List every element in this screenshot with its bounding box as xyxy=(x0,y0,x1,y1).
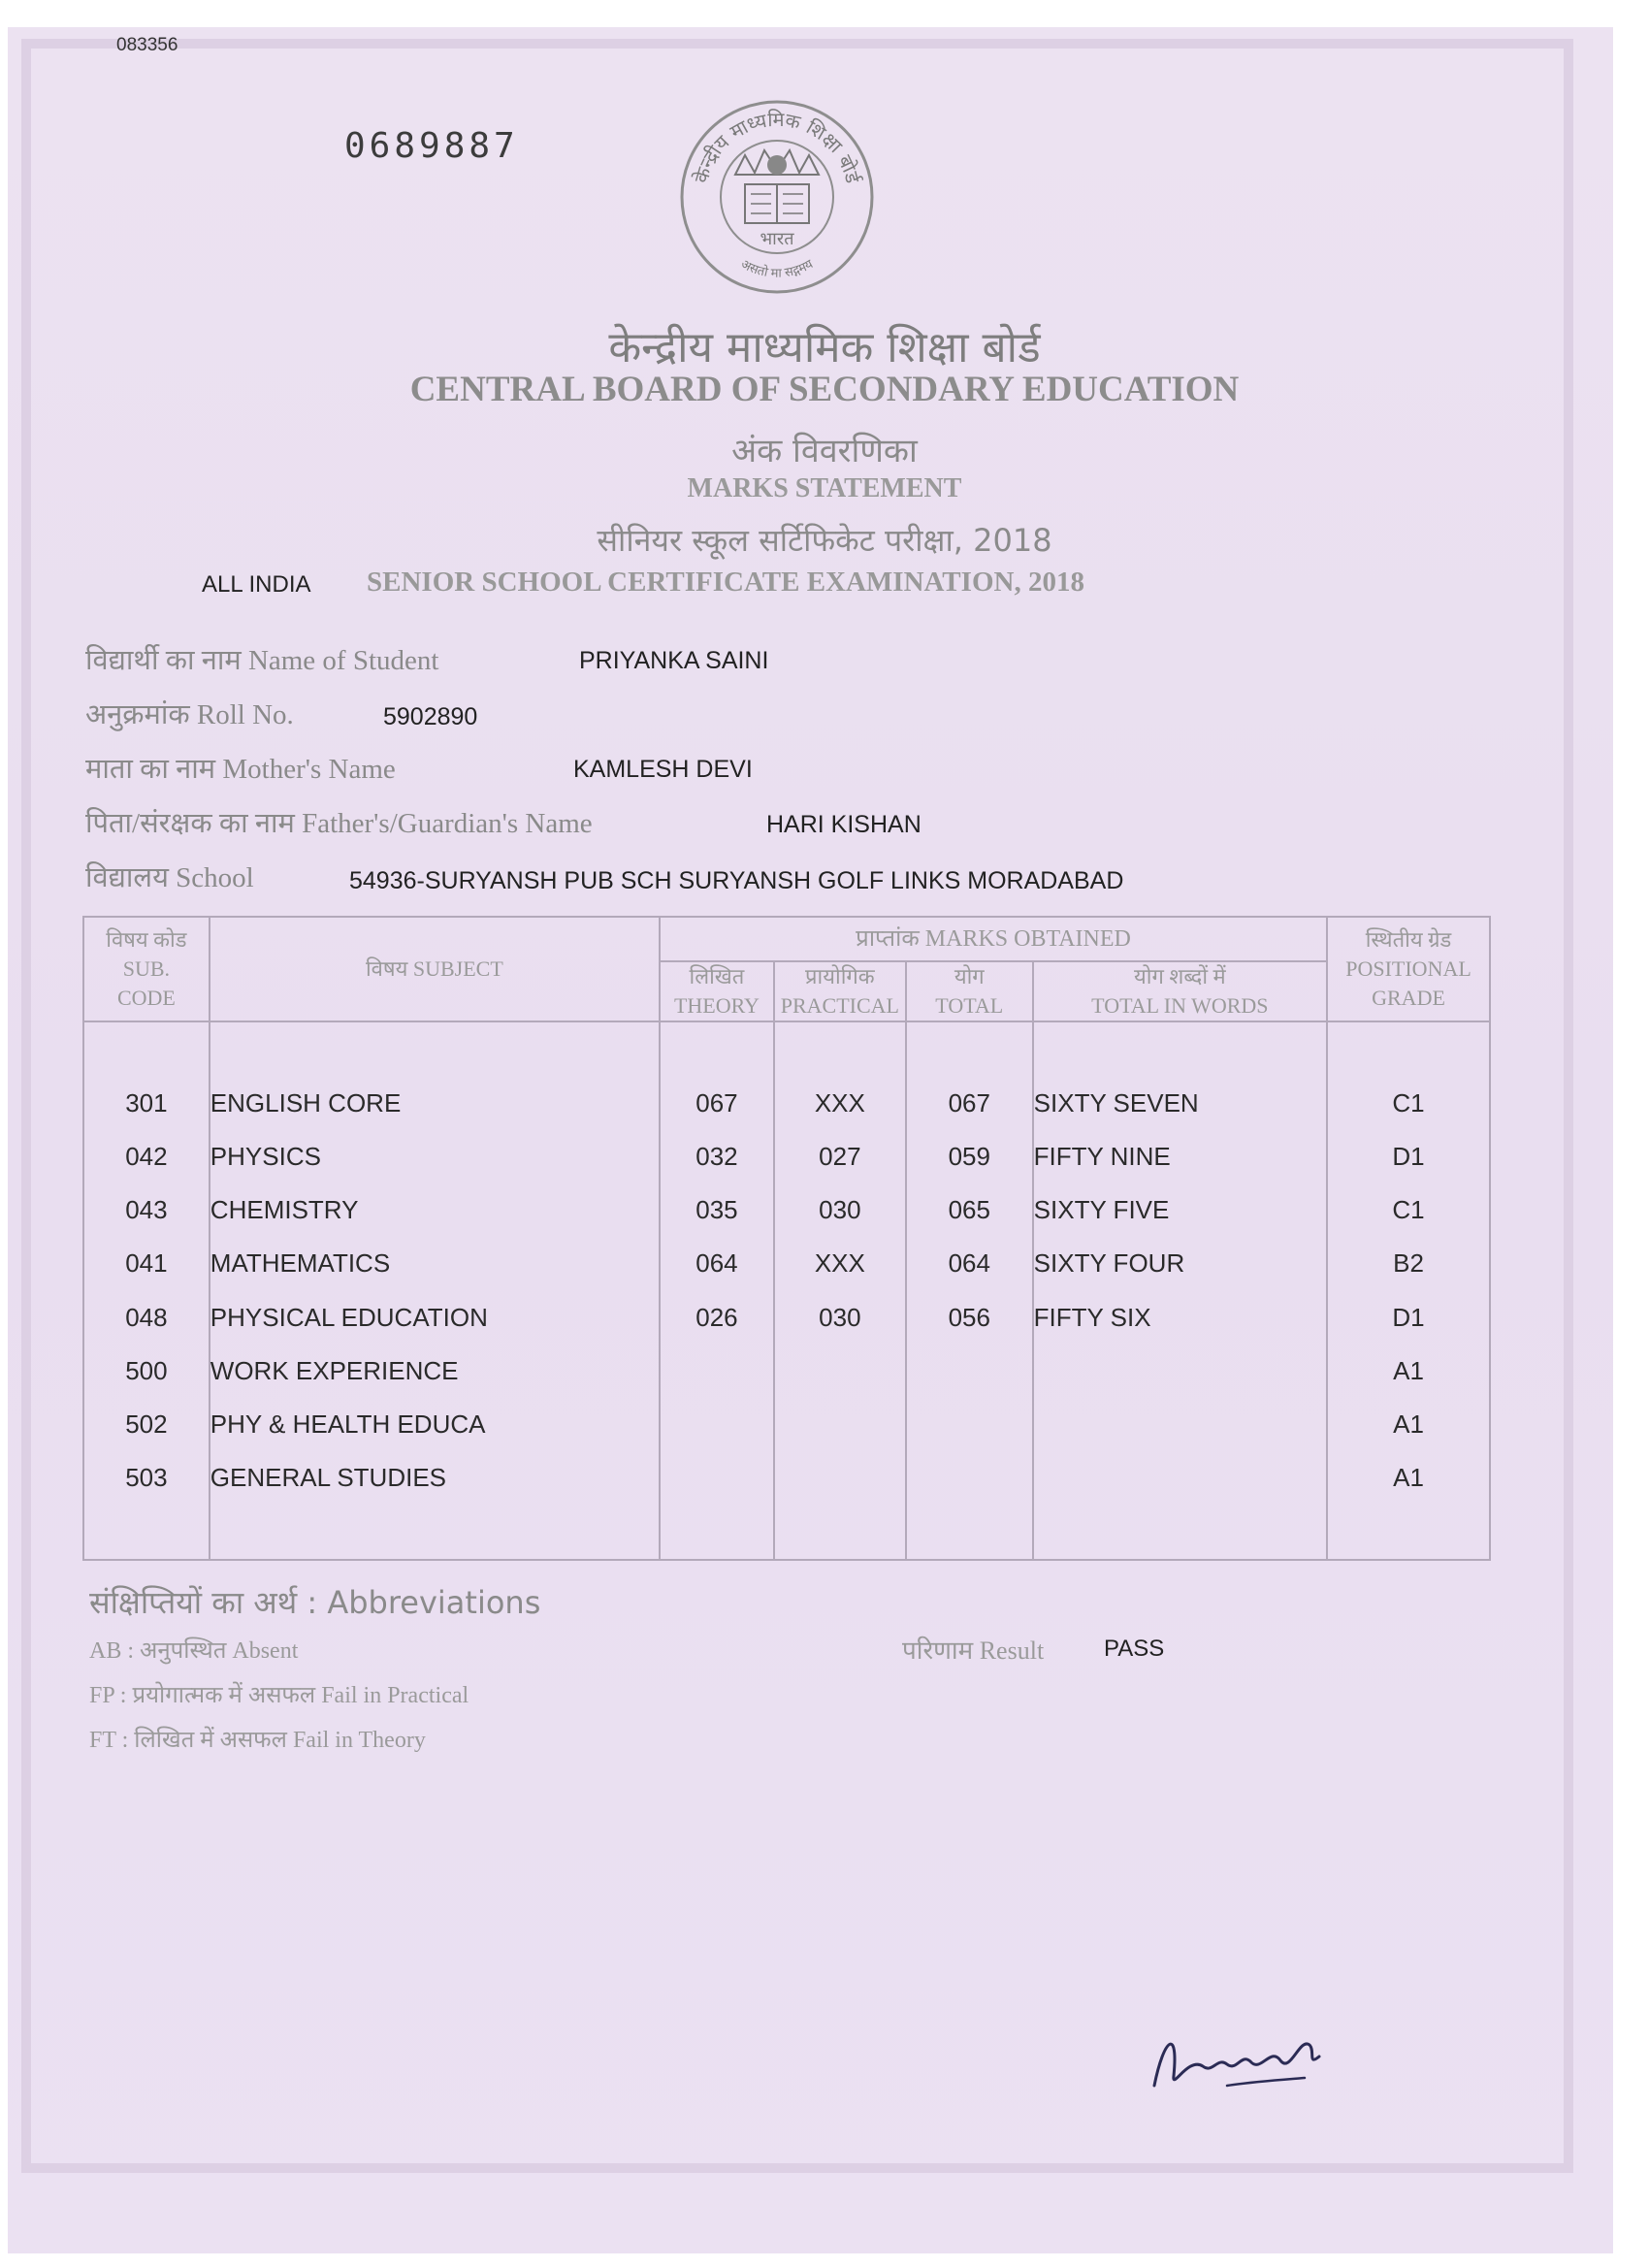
abbreviation-item: FP : प्रयोगात्मक में असफल Fail in Practical xyxy=(89,1683,469,1708)
exam-title-english: SENIOR SCHOOL CERTIFICATE EXAMINATION, 2018 xyxy=(367,567,1084,598)
abbreviation-item: FT : लिखित में असफल Fail in Theory xyxy=(89,1728,426,1753)
mother-name-label: माता का नाम Mother's Name xyxy=(85,754,396,785)
school-name: 54936-SURYANSH PUB SCH SURYANSH GOLF LINKS MORADABAD xyxy=(349,867,1124,894)
emblem-text-bottom: असतो मा सद्गमय xyxy=(738,257,816,281)
serial-top: 083356 xyxy=(116,35,178,55)
abbreviation-item: AB : अनुपस्थित Absent xyxy=(89,1638,299,1664)
svg-text:असतो मा सद्गमय xyxy=(738,257,816,281)
title-hindi: केन्द्रीय माध्यमिक शिक्षा बोर्ड xyxy=(608,323,1041,373)
marks-table xyxy=(82,916,1491,1561)
header-total: योग TOTAL xyxy=(906,961,1033,1021)
table-row: 301 ENGLISH CORE 067 XXX 067 SIXTY SEVEN C1 xyxy=(83,1077,1490,1130)
table-row: 042 PHYSICS 032 027 059 FIFTY NINE D1 xyxy=(83,1130,1490,1183)
exam-title-hindi: सीनियर स्कूल सर्टिफिकेट परीक्षा, 2018 xyxy=(597,522,1052,559)
result-value: PASS xyxy=(1104,1636,1165,1662)
school-label: विद्यालय School xyxy=(85,862,254,893)
table-row: 043 CHEMISTRY 035 030 065 SIXTY FIVE C1 xyxy=(83,1183,1490,1237)
table-row: 503 GENERAL STUDIES A1 xyxy=(83,1451,1490,1505)
header-theory: लिखित THEORY xyxy=(660,961,774,1021)
header-total-in-words: योग शब्दों में TOTAL IN WORDS xyxy=(1033,961,1327,1021)
table-row: 041 MATHEMATICS 064 XXX 064 SIXTY FOUR B2 xyxy=(83,1237,1490,1290)
roll-no: 5902890 xyxy=(383,703,478,730)
table-row: 048 PHYSICAL EDUCATION 026 030 056 FIFTY SIX D1 xyxy=(83,1290,1490,1344)
cbse-emblem xyxy=(677,97,877,297)
emblem-text-top: केन्द्रीय माध्यमिक शिक्षा बोर्ड xyxy=(689,107,865,186)
header-practical: प्रायोगिक PRACTICAL xyxy=(774,961,906,1021)
result-label: परिणाम Result xyxy=(902,1636,1045,1665)
header-positional-grade: स्थितीय ग्रेड POSITIONAL GRADE xyxy=(1327,917,1490,1021)
subtitle-english: MARKS STATEMENT xyxy=(687,473,962,503)
table-row: 502 PHY & HEALTH EDUCA A1 xyxy=(83,1398,1490,1451)
certificate-number: 0689887 xyxy=(344,126,519,166)
header-subject: विषय SUBJECT xyxy=(210,917,660,1021)
table-row: 500 WORK EXPERIENCE A1 xyxy=(83,1345,1490,1398)
student-name-label: विद्यार्थी का नाम Name of Student xyxy=(85,645,439,676)
subtitle-hindi: अंक विवरणिका xyxy=(731,432,918,470)
father-name-label: पिता/संरक्षक का नाम Father's/Guardian's Name xyxy=(85,808,593,839)
roll-no-label: अनुक्रमांक Roll No. xyxy=(85,699,294,730)
student-name: PRIYANKA SAINI xyxy=(579,647,769,674)
father-name: HARI KISHAN xyxy=(766,811,922,838)
header-sub-code: विषय कोड SUB. CODE xyxy=(83,917,210,1021)
header-marks-obtained: प्राप्तांक MARKS OBTAINED xyxy=(660,917,1327,961)
abbreviations-title: संक्षिप्तियों का अर्थ : Abbreviations xyxy=(89,1584,541,1621)
mother-name: KAMLESH DEVI xyxy=(573,756,753,783)
region-label: ALL INDIA xyxy=(202,571,311,598)
signature xyxy=(1135,1998,1339,2105)
emblem-text-mid: भारत xyxy=(760,229,794,249)
title-english: CENTRAL BOARD OF SECONDARY EDUCATION xyxy=(409,370,1240,409)
